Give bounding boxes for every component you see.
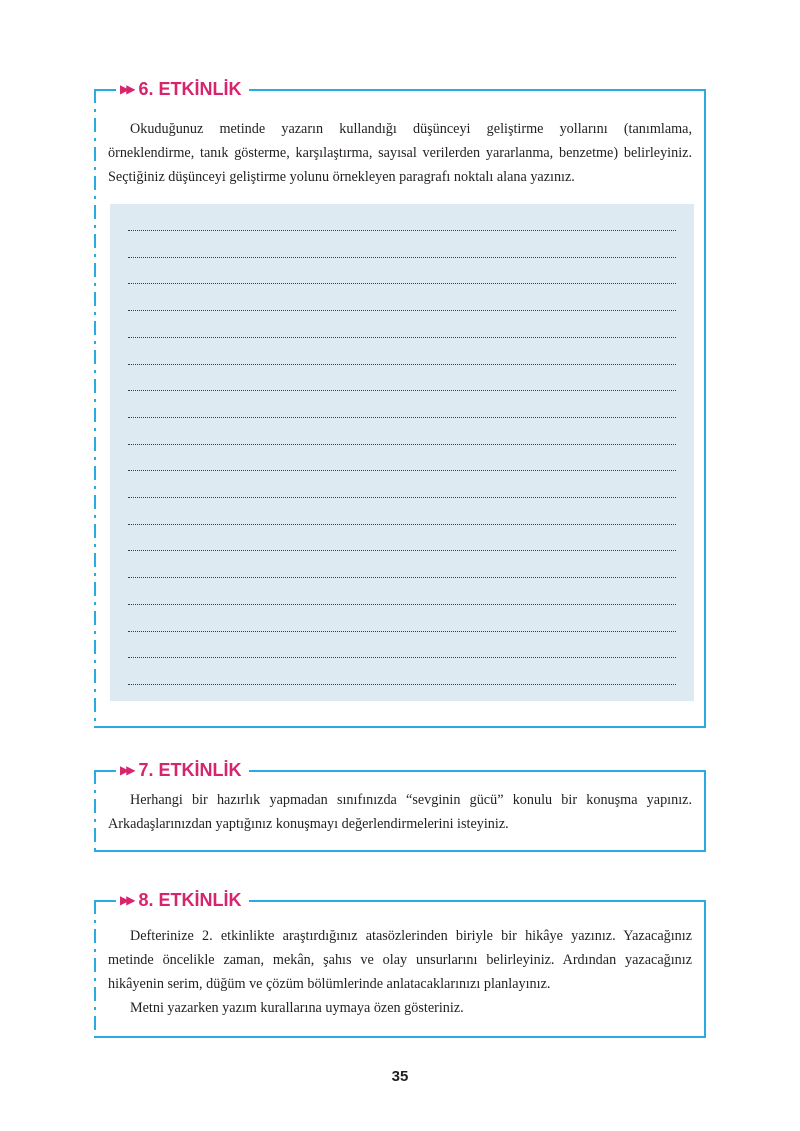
dotted-writing-line[interactable] [128,497,676,498]
activity-7-instructions: Herhangi bir hazırlık yapmadan sınıfınızda “sevginin gücü” konulu bir konuşma yapınız. Arkadaşlarınızdan yaptığınız konuşmayı değerlendirmelerini isteyiniz. [108,792,692,832]
dotted-writing-line[interactable] [128,337,676,338]
activity-7-title: ▶▶ 7. ETKİNLİK [116,758,249,782]
dotted-writing-line[interactable] [128,657,676,658]
activity-6-instructions: Okuduğunuz metinde yazarın kullandığı düşünceyi geliştirme yollarını (tanımlama, örneklendirme, tanık gösterme, karşılaştırma, sayısal verilerden yararlanma, benzetme) belirleyiniz. Seçtiğiniz düşünceyi geliştirme yolunu örnekleyen paragrafı noktalı alana yazınız. [108,121,692,185]
page-number: 35 [391,1068,409,1085]
dotted-writing-line[interactable] [128,550,676,551]
activity-8-instructions: Defterinize 2. etkinlikte araştırdığınız atasözlerinden biriyle bir hikâye yazınız. Yazacağınız metinde öncelikle zaman, mekân, şahıs ve olay unsurlarını belirleyiniz. Ardından yazacağınız hikâyenin serim, düğüm ve çözüm bölümlerinde anlatacaklarınızı planlayınız. Metni yazarken yazım kurallarına uymaya özen gösteriniz. [108,928,692,1016]
dotted-writing-line[interactable] [128,470,676,471]
activity-6-title: ▶▶ 6. ETKİNLİK [116,77,249,101]
double-arrow-icon: ▶▶ [120,763,133,777]
dotted-writing-line[interactable] [128,310,676,311]
dotted-writing-line[interactable] [128,604,676,605]
activity-7-box [94,760,706,852]
dotted-writing-line[interactable] [128,417,676,418]
writing-area[interactable] [110,204,694,701]
dotted-writing-line[interactable] [128,230,676,231]
dotted-writing-line[interactable] [128,390,676,391]
dotted-writing-line[interactable] [128,257,676,258]
dotted-writing-line[interactable] [128,577,676,578]
dotted-writing-line[interactable] [128,444,676,445]
double-arrow-icon: ▶▶ [120,82,133,96]
activity-8-title: ▶▶ 8. ETKİNLİK [116,888,249,912]
double-arrow-icon: ▶▶ [120,893,133,907]
dotted-writing-line[interactable] [128,524,676,525]
dotted-writing-line[interactable] [128,283,676,284]
dotted-writing-line[interactable] [128,364,676,365]
activity-8-box [94,890,706,1038]
dotted-writing-line[interactable] [128,631,676,632]
dotted-writing-line[interactable] [128,684,676,685]
